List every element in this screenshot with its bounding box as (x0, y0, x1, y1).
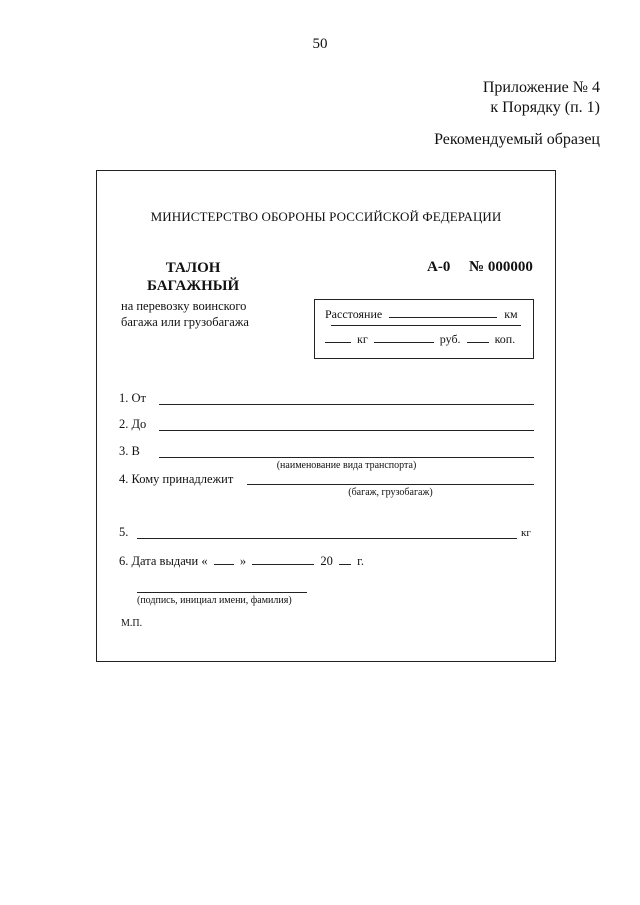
transport-hint: (наименование вида транспорта) (276, 460, 417, 471)
purpose-line-2: багажа или грузобагажа (121, 315, 249, 329)
page-number: 50 (312, 36, 328, 52)
field-transport-input[interactable] (159, 457, 534, 458)
field-to-label: 2. До (119, 417, 147, 431)
field-issue-date (119, 553, 364, 569)
distance-input[interactable] (389, 306, 497, 318)
appendix-line-1: Приложение № 4 (482, 79, 600, 96)
weight-kg-input[interactable] (325, 331, 351, 343)
kg-unit: кг (357, 332, 368, 346)
signature-hint: (подпись, инициал имени, фамилия) (137, 595, 292, 606)
stamp-placeholder: М.П. (121, 618, 143, 629)
appendix-line-2: к Порядку (п. 1) (490, 99, 600, 116)
form-code: А-0 (427, 259, 451, 275)
kopecks-input[interactable] (467, 331, 489, 343)
field-owner-label: 4. Кому принадлежит (119, 472, 234, 486)
field-from-input[interactable] (159, 404, 534, 405)
rubles-input[interactable] (374, 331, 434, 343)
distance-cost-box (314, 299, 534, 359)
signature-input[interactable] (137, 592, 307, 593)
issue-day-input[interactable] (214, 553, 234, 565)
purpose-line-1: на перевозку воинского (121, 299, 247, 313)
field-to-input[interactable] (159, 430, 534, 431)
distance-separator (331, 325, 521, 326)
issue-year-input[interactable] (339, 553, 351, 565)
kop-unit: коп. (494, 332, 516, 346)
form-purpose (121, 298, 249, 330)
distance-unit: км (504, 307, 518, 321)
issue-year-prefix: 20 (320, 554, 333, 568)
field-from-label: 1. От (119, 391, 146, 405)
recommended-sample-label: Рекомендуемый образец (434, 131, 600, 148)
ministry-heading: МИНИСТЕРСТВО ОБОРОНЫ РОССИЙСКОЙ ФЕДЕРАЦИИ (150, 209, 502, 224)
issue-date-label: 6. Дата выдачи « (119, 554, 208, 568)
field-owner-input[interactable] (247, 484, 534, 485)
issue-date-close-quote: » (239, 554, 247, 568)
baggage-hint: (багаж, грузобагаж) (348, 487, 433, 498)
field-transport-label: 3. В (119, 444, 140, 458)
field-weight-label: 5. (119, 525, 129, 539)
field-weight-input[interactable] (137, 538, 517, 539)
form-number: № 000000 (469, 259, 533, 275)
baggage-coupon-form (96, 170, 556, 662)
distance-label: Расстояние (325, 307, 383, 321)
rub-unit: руб. (439, 332, 461, 346)
issue-month-input[interactable] (252, 553, 314, 565)
appendix-reference (483, 78, 600, 118)
weight-unit: кг (521, 527, 531, 539)
form-title-line-2: БАГАЖНЫЙ (147, 278, 240, 294)
form-title-line-1: ТАЛОН (165, 260, 221, 276)
issue-year-suffix: г. (357, 554, 364, 568)
form-title (147, 259, 239, 295)
